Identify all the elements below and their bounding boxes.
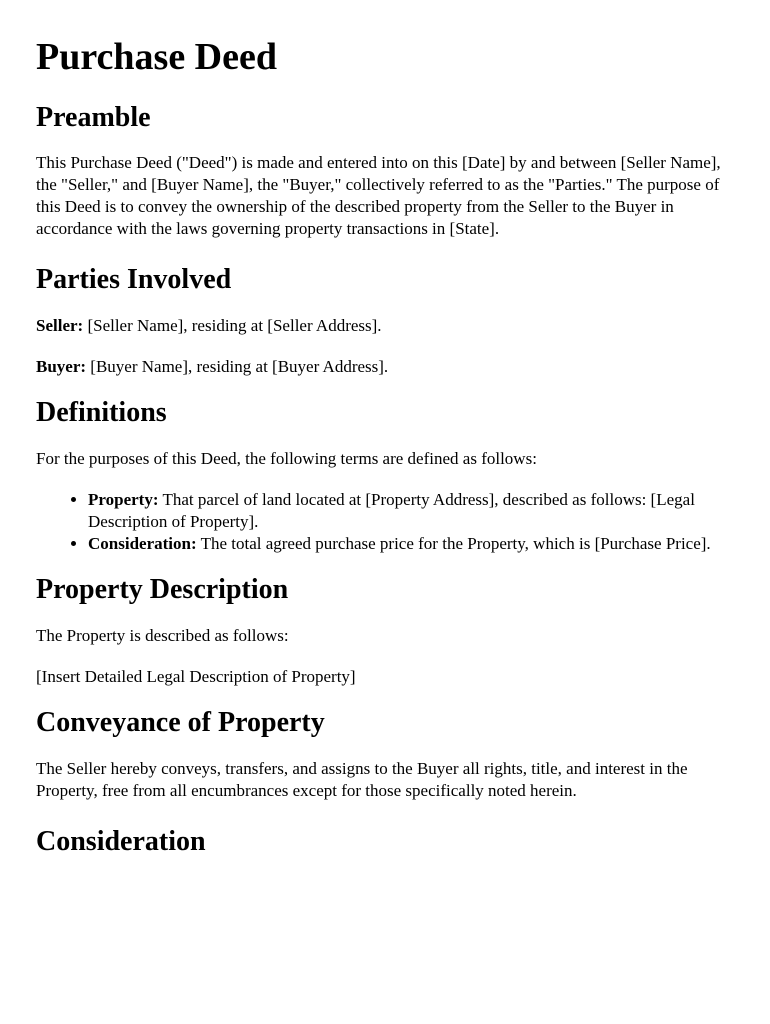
section-heading-conveyance: Conveyance of Property [36, 707, 325, 738]
seller-text: [Seller Name], residing at [Seller Address]. [83, 316, 382, 335]
section-heading-parties: Parties Involved [36, 264, 232, 295]
buyer-paragraph [36, 356, 734, 378]
preamble-paragraph: This Purchase Deed ("Deed") is made and entered into on this [Date] by and between [Seller Name], the "Seller," and [Buyer Name], the "Buyer," collectively referred to as the "Parties." The purpose of this Deed is to convey the ownership of the described property from the Seller to the Buyer in accordance with the laws governing property transactions in [State]. [36, 153, 721, 238]
section-heading-definitions: Definitions [36, 397, 167, 428]
buyer-text: [Buyer Name], residing at [Buyer Address]. [86, 357, 389, 376]
document-title: Purchase Deed [36, 36, 277, 78]
section-heading-property-description: Property Description [36, 574, 289, 605]
definition-text: That parcel of land located at [Property Address], described as follows: [Legal Description of Property]. [88, 490, 695, 531]
section-heading-consideration: Consideration [36, 826, 206, 857]
seller-label: Seller: [36, 316, 84, 335]
list-item [88, 489, 734, 533]
list-item [88, 533, 734, 555]
conveyance-paragraph: The Seller hereby conveys, transfers, and assigns to the Buyer all rights, title, and interest in the Property, free from all encumbrances except for those specifically noted herein. [36, 759, 688, 800]
definitions-list [36, 489, 734, 555]
definition-text: The total agreed purchase price for the Property, which is [Purchase Price]. [196, 534, 711, 553]
definition-term: Property: [88, 490, 159, 509]
property-description-intro: The Property is described as follows: [36, 626, 289, 645]
property-description-placeholder: [Insert Detailed Legal Description of Property] [36, 667, 356, 686]
definitions-intro: For the purposes of this Deed, the following terms are defined as follows: [36, 449, 537, 468]
seller-paragraph [36, 315, 734, 337]
definition-term: Consideration: [88, 534, 197, 553]
section-heading-preamble: Preamble [36, 102, 151, 133]
buyer-label: Buyer: [36, 357, 87, 376]
